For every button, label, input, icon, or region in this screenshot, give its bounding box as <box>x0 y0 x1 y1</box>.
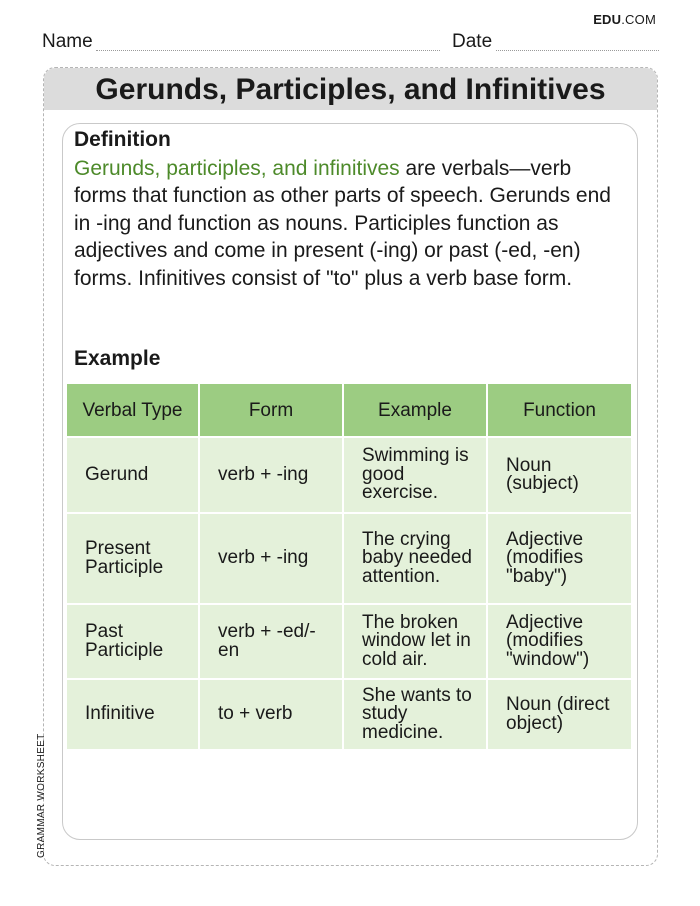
table-cell: Infinitive <box>67 679 199 750</box>
example-heading: Example <box>74 347 161 370</box>
verbals-table <box>67 384 631 751</box>
table-cell: Noun (direct object) <box>487 679 631 750</box>
table-cell: The crying baby needed attention. <box>343 513 487 604</box>
definition-text <box>74 155 626 292</box>
column-header: Function <box>487 384 631 437</box>
definition-highlight: Gerunds, participles, and infinitives <box>74 157 400 180</box>
side-label: GRAMMAR WORKSHEET <box>36 733 47 858</box>
definition-heading: Definition <box>74 128 171 151</box>
table-cell: Present Participle <box>67 513 199 604</box>
name-line[interactable] <box>96 50 440 51</box>
title-band <box>44 68 657 110</box>
table-row <box>67 679 631 750</box>
table-row <box>67 437 631 513</box>
table-cell: verb + -ing <box>199 513 343 604</box>
brand-logo: EDU.COM <box>593 12 656 27</box>
table-cell: Gerund <box>67 437 199 513</box>
table-header-row <box>67 384 631 437</box>
table-cell: Past Participle <box>67 604 199 679</box>
table-cell: verb + -ed/-en <box>199 604 343 679</box>
page-title: Gerunds, Participles, and Infinitives <box>95 73 606 106</box>
table-cell: She wants to study medicine. <box>343 679 487 750</box>
table-row <box>67 604 631 679</box>
table-cell: to + verb <box>199 679 343 750</box>
table-cell: Swimming is good exercise. <box>343 437 487 513</box>
table-cell: verb + -ing <box>199 437 343 513</box>
table-cell: Noun (subject) <box>487 437 631 513</box>
column-header: Verbal Type <box>67 384 199 437</box>
date-label: Date <box>452 31 493 52</box>
column-header: Form <box>199 384 343 437</box>
name-label: Name <box>42 31 93 52</box>
definition-body: are verbals—verb forms that function as other parts of speech. Gerunds end in -ing and function as nouns. Participles function as adjectives and come in present (-ing) or past (-ed, -en) forms. Infinitives consist of "to" plus a verb base form. <box>74 157 611 290</box>
table-cell: The broken window let in cold air. <box>343 604 487 679</box>
column-header: Example <box>343 384 487 437</box>
table-row <box>67 513 631 604</box>
date-line[interactable] <box>496 50 659 51</box>
name-date-row <box>42 31 660 53</box>
table-cell: Adjective (modifies "window") <box>487 604 631 679</box>
table-cell: Adjective (modifies "baby") <box>487 513 631 604</box>
